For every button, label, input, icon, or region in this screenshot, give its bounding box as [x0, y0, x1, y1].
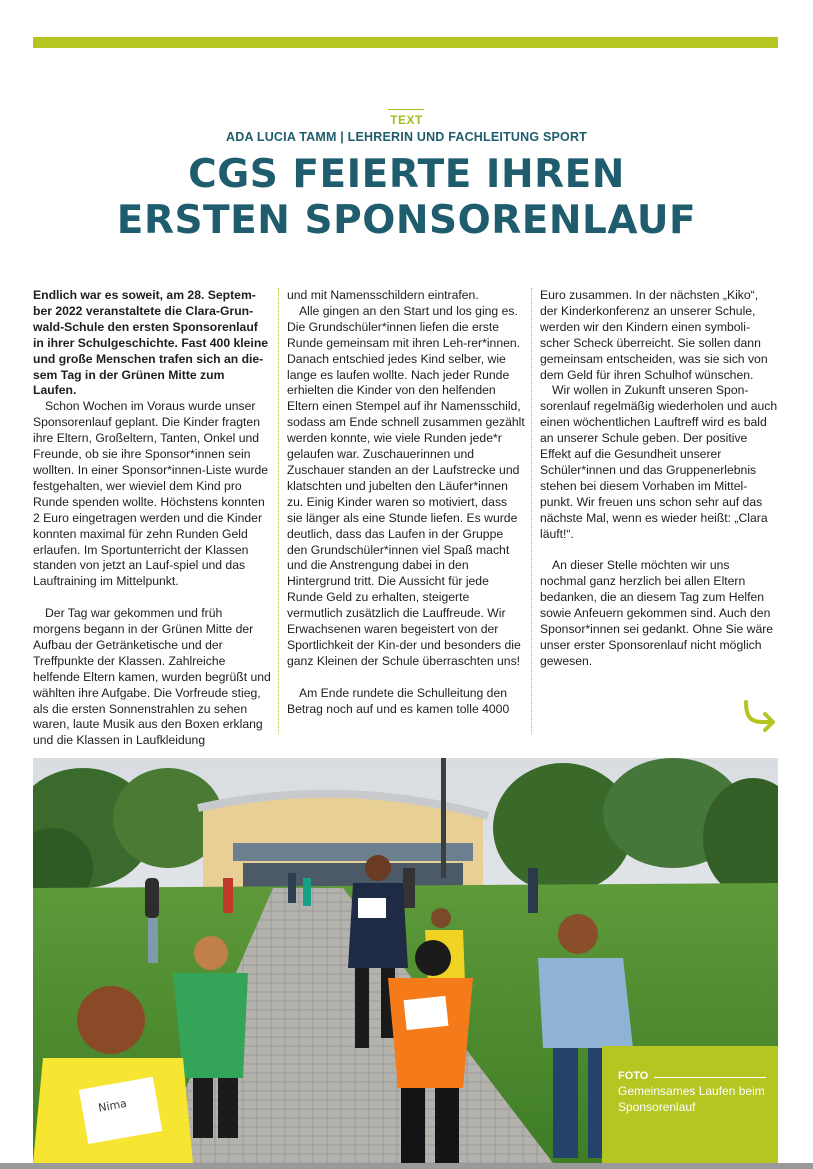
paragraph: Der Tag war gekommen und früh morgens begann in der Grünen Mitte der Aufbau der Getränketische und der Treffpunkte der Klassen. Zahlreiche helfende Eltern kamen, wurden begrüßt und wählten ihre Aufgabe. Die Vorfreude stieg, als die ersten Sonnenstrahlen zu sehen waren, laute Musik aus den Boxen erklang und die Klassen in Laufkleidung	[33, 606, 271, 748]
lead-paragraph: Endlich war es soweit, am 28. Septem-ber 2022 veranstaltete die Clara-Grun-wald-Schule den ersten Sponsorenlauf in ihrer Schulgeschichte. Fast 400 kleine und große Menschen trafen sich an die-sem Tag in der Grünen Mitte zum Laufen.	[33, 288, 269, 398]
kicker-rule	[388, 109, 424, 110]
caption-text: Gemeinsames Laufen beim Sponsorenlauf	[618, 1084, 765, 1114]
article-column-1	[33, 288, 271, 749]
author-byline: ADA LUCIA TAMM | LEHRERIN UND FACHLEITUNG SPORT	[225, 130, 588, 144]
paragraph: Euro zusammen. In der nächsten „Kiko“, der Kinderkonferenz an unserer Schule, werden wir den Kindern einen symboli-scher Scheck überreicht. Sie sollen dann gemeinsam entscheiden, was sie sich von dem Geld für ihren Schulhof wünschen.	[540, 288, 768, 382]
column-divider	[278, 288, 279, 734]
continue-arrow-icon	[740, 698, 778, 737]
article-title	[0, 152, 813, 244]
paragraph: Am Ende rundete die Schulleitung den Betrag noch auf und es kamen tolle 4000	[287, 685, 510, 716]
paragraph: An dieser Stelle möchten wir uns nochmal ganz herzlich bei allen Eltern bedanken, die an diesem Tag zum Helfen sowie Anfeuern gekommen sind. Auch den Sponsor*innen sei gedankt. Ohne Sie wäre unser erster Sponsorenlauf nicht möglich gewesen.	[540, 558, 774, 668]
title-line-2: ERSTEN SPONSORENLAUF	[116, 198, 697, 243]
paragraph: Wir wollen in Zukunft unseren Spon-sorenlauf regelmäßig wiederholen und auch einen wöchentlichen Lauftreff wird es bald an unserer Schule geben. Der positive Effekt auf die Gesundheit unserer Schüler*innen und das Gruppenerlebnis stehen bei diesem Vorhaben im Mittel-punkt. Wir freuen uns schon sehr auf das nächste Mal, wenn es wieder heißt: „Clara läuft!“.	[540, 383, 778, 541]
article-column-3	[540, 288, 778, 670]
caption-label: FOTO	[618, 1070, 649, 1082]
top-accent-bar	[33, 37, 778, 48]
runner-bib-text: Nima	[97, 1096, 128, 1115]
paragraph: Schon Wochen im Voraus wurde unser Sponsorenlauf geplant. Die Kinder fragten ihre Eltern, Großeltern, Tanten, Onkel und Freunde, ob sie ihre Sponsor*innen sein wollten. In einer Sponsor*innen-Liste wurde festgehalten, wer wieviel dem Kind pro Runde spenden wollte. Höchstens konnten 2 Euro eingetragen werden und die Kinder konnten maximal für zehn Runden Geld erlaufen. Im Sportunterricht der Klassen standen von jetzt an Lauf-spiel und das Lauftraining im Mittelpunkt.	[33, 399, 269, 589]
kicker-label: TEXT	[390, 113, 423, 127]
article-column-2	[287, 288, 525, 717]
page-bottom-edge	[0, 1163, 813, 1169]
column-divider	[531, 288, 532, 734]
paragraph: Alle gingen an den Start und los ging es. Die Grundschüler*innen liefen die erste Runde gemeinsam mit ihren Leh-rer*innen. Danach entschied jedes Kind selber, wie lange es laufen wollte. Nach jeder Runde erhielten die Kinder von den helfenden Eltern einen Stempel auf ihr Namensschild, sodass am Ende schnell zusammen gezählt werden konnte, wie viele Runden jede*r gelaufen war. Zuschauerinnen und Zuschauer standen an der Laufstrecke und klatschten und jubelten den Läufer*innen zu. Einig Kinder waren so motiviert, dass sie länger als eine Stunde liefen. Es wurde deutlich, dass das Laufen in der Gruppe den Grundschüler*innen viel Spaß macht und die Anstrengung dabei in den Hintergrund tritt. Die Aussicht für jede Runde Geld zu erhalten, steigerte vermutlich zusätzlich die Lauffreude. Wir Erwachsenen waren begeistert von der Sportlichkeit der Kin-der und besonders die ganz Kleinen der Schule überraschten uns!	[287, 303, 525, 668]
paragraph: und mit Namensschildern eintrafen.	[287, 288, 479, 302]
photo-caption-box	[602, 1046, 778, 1163]
caption-rule	[654, 1077, 766, 1078]
title-line-1: CGS FEIERTE IHREN	[188, 152, 625, 197]
